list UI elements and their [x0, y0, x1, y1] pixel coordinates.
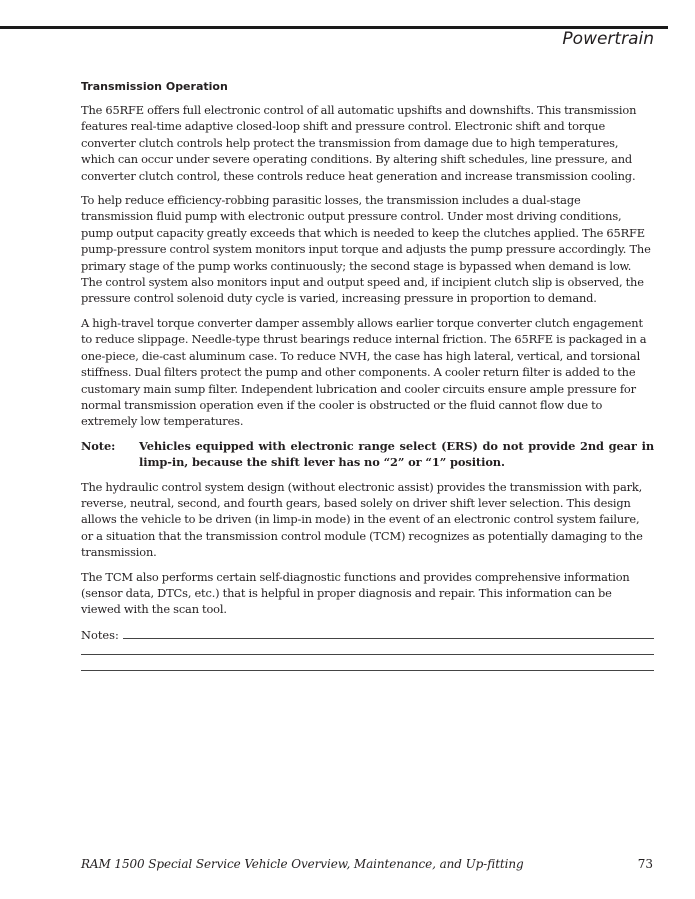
- notes-label: Notes:: [81, 627, 119, 642]
- note-block: [81, 438, 654, 471]
- section-heading: Transmission Operation: [81, 80, 228, 93]
- notes-area: [81, 626, 654, 674]
- notes-line: [81, 642, 654, 658]
- paragraph: The 65RFE offers full electronic control of all automatic upshifts and downshifts. This transmission features real-time adaptive closed-loop shift and pressure control. Electronic shift and torque converter clutch controls help protect the transmission from damage due to high temperatures, which can occur under severe operating conditions. By altering shift schedules, line pressure, and converter clutch control, these controls reduce heat generation and increase transmission cooling.: [81, 103, 637, 183]
- paragraph: The hydraulic control system design (without electronic assist) provides the transmission with park, reverse, neutral, second, and fourth gears, based solely on driver shift lever selection. This design allows the vehicle to be driven (in limp-in mode) in the event of an electronic control system failure, or a situation that the transmission control module (TCM) recognizes as potentially damaging to the transmission.: [81, 479, 643, 560]
- page-number: 73: [637, 857, 653, 871]
- page-header-title: Powertrain: [562, 29, 654, 49]
- page-content: [81, 80, 654, 674]
- notes-rule: [81, 670, 654, 671]
- notes-line: [81, 658, 654, 674]
- notes-line: [81, 626, 654, 642]
- paragraph: To help reduce efficiency-robbing parasitic losses, the transmission includes a dual-stage transmission fluid pump with electronic output pressure control. Under most driving conditions, pump output capacity greatly exceeds that which is needed to keep the clutches applied. The 65RFE pump-pressure control system monitors input torque and adjusts the pump pressure accordingly. The primary stage of the pump works continuously; the second stage is bypassed when demand is low. The control system also monitors input and output speed and, if incipient clutch slip is observed, the pressure control solenoid duty cycle is varied, increasing pressure in proportion to demand.: [81, 193, 651, 306]
- footer-title: RAM 1500 Special Service Vehicle Overview, Maintenance, and Up-fitting: [81, 857, 524, 871]
- note-text: Vehicles equipped with electronic range select (ERS) do not provide 2nd gear in limp-in, because the shift lever has no “2” or “1” position.: [139, 438, 654, 470]
- paragraph: The TCM also performs certain self-diagnostic functions and provides comprehensive information (sensor data, DTCs, etc.) that is helpful in proper diagnosis and repair. This information can be viewed with the scan tool.: [81, 569, 630, 617]
- notes-rule: [123, 638, 654, 639]
- note-label: Note:: [81, 438, 116, 453]
- notes-rule: [81, 654, 654, 655]
- paragraph: A high-travel torque converter damper assembly allows earlier torque converter clutch engagement to reduce slippage. Needle-type thrust bearings reduce internal friction. The 65RFE is packaged in a one-piece, die-cast aluminum case. To reduce NVH, the case has high lateral, vertical, and torsional stiffness. Dual filters protect the pump and other components. A cooler return filter is added to the customary main sump filter. Independent lubrication and cooler circuits ensure ample pressure for normal transmission operation even if the cooler is obstructed or the fluid cannot flow due to extremely low temperatures.: [81, 315, 647, 429]
